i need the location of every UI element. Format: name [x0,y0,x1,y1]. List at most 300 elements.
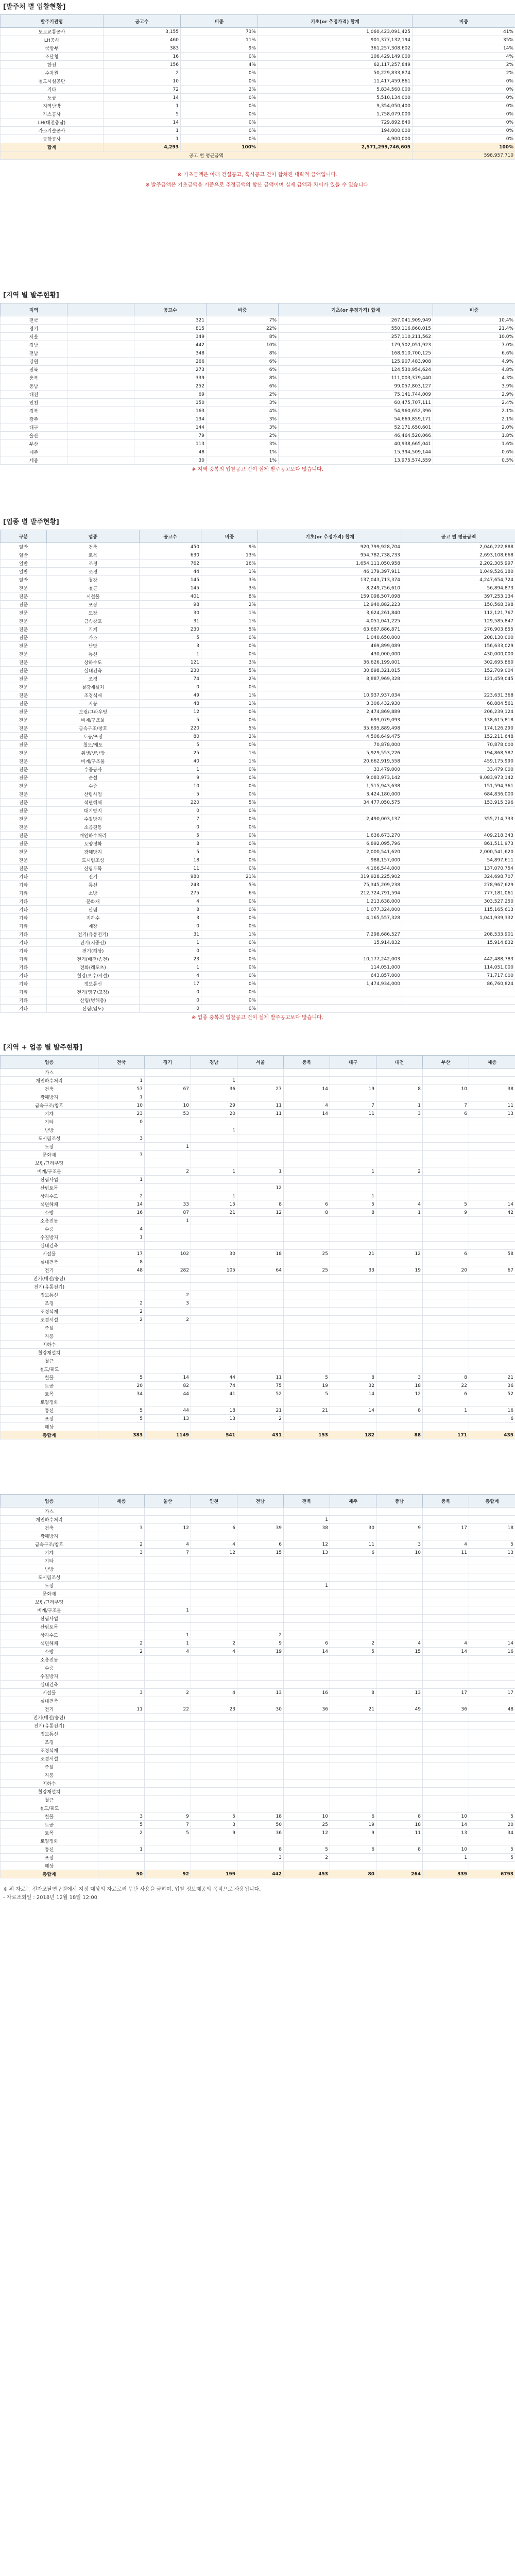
table-cell: 8 [423,1374,469,1382]
table-cell: 12 [284,1540,330,1549]
table-cell [423,1631,469,1639]
table-cell: 10 [140,782,201,790]
table-cell: 3 [376,1374,423,1382]
table-cell: 소방 [1,1648,98,1656]
table-cell: 2.0% [433,423,515,432]
table-row [1,1143,515,1151]
table-cell [284,1069,330,1077]
table-cell [98,1324,145,1332]
table-cell [284,1299,330,1308]
table-cell: 16 [469,1648,515,1656]
table-cell [330,1606,376,1615]
table-cell [469,1862,515,1870]
table-cell [330,1159,376,1167]
table-cell: 430,000,000 [402,650,515,658]
table-cell: 기타 [1,955,47,963]
table-cell [469,1275,515,1283]
table-cell: 40 [140,757,201,766]
table-row [1,69,515,77]
table-cell [330,1722,376,1730]
table-cell: 소음진동 [1,1656,98,1664]
table-cell: 815 [134,325,207,333]
table-row [1,1341,515,1349]
table-cell [145,1365,191,1374]
column-header: 세종 [469,1056,515,1069]
table-cell [237,1176,284,1184]
table-cell: 4% [181,61,258,69]
table-cell: 223,631,368 [402,691,515,700]
table-cell [376,1771,423,1780]
table-cell [330,1837,376,1845]
table-cell [191,1316,237,1324]
table-cell [402,922,515,930]
table-cell [423,1316,469,1324]
table-cell: 전문 [1,774,47,782]
table-cell: 개인하수처리 [1,1077,98,1085]
table-cell: 319,928,225,902 [258,873,402,881]
table-cell: 토양정화 [1,1837,98,1845]
table-cell: 430,000,000 [258,650,402,658]
table-cell [237,1118,284,1126]
table-cell: 179,502,051,923 [279,341,433,349]
column-header: 울산 [145,1495,191,1507]
table-cell: 전기 [47,873,140,881]
table-cell [423,1258,469,1266]
table-cell: 0% [201,782,258,790]
table-cell [98,1573,145,1582]
table-cell: 980 [140,873,201,881]
table-cell: 6% [201,889,258,897]
table-row [1,1266,515,1275]
table-cell: 1 [191,1192,237,1200]
table-cell [469,1242,515,1250]
table-cell [191,1714,237,1722]
table-cell: 지붕 [1,1332,98,1341]
table-cell: 문화재 [47,897,140,906]
table-cell: 충북 [1,374,67,382]
table-cell: 4,293 [104,143,181,151]
table-cell [191,1134,237,1143]
table-cell [98,1291,145,1299]
table-cell [376,1143,423,1151]
table-cell: 4 [423,1639,469,1648]
table-cell: 16% [201,560,258,568]
table-cell [191,1225,237,1233]
table-cell [145,1184,191,1192]
table-cell: 도시림조성 [47,856,140,865]
table-cell: 152,211,648 [402,733,515,741]
table-cell [284,1722,330,1730]
table-cell: 기타 [1,1005,47,1013]
table-cell: 10 [98,1101,145,1110]
table-cell: 전문 [1,799,47,807]
table-cell: 기타 [1,906,47,914]
table-row [1,1110,515,1118]
table-cell: 3% [201,576,258,584]
table-row [1,1763,515,1771]
table-cell [145,1308,191,1316]
table-cell [98,1357,145,1365]
table-cell [284,1747,330,1755]
table-row [1,1093,515,1101]
table-cell [191,1184,237,1192]
table-cell: 20 [191,1110,237,1118]
table-cell: 5 [140,848,201,856]
table-cell: 1 [423,1406,469,1415]
table-cell [330,1332,376,1341]
table-cell [237,1159,284,1167]
table-cell: 전문 [1,691,47,700]
table-cell [98,1796,145,1804]
table-cell: 8 [376,1812,423,1821]
table-cell [423,1837,469,1845]
table-cell: 18 [191,1406,237,1415]
table-cell: 630 [140,551,201,560]
table-cell: 92 [145,1870,191,1878]
table-cell [376,1233,423,1242]
table-cell: 42 [469,1209,515,1217]
table-cell [423,1582,469,1590]
column-header: 업종 [1,1056,98,1069]
table-cell [330,1069,376,1077]
table-cell [237,1606,284,1615]
column-header: 지역 [1,303,67,316]
table-cell: 석면해체 [1,1639,98,1648]
table-cell [284,1291,330,1299]
table-cell [469,1126,515,1134]
table-cell: 3 [376,1540,423,1549]
table-cell: 5 [145,1829,191,1837]
table-cell: 해상 [1,1862,98,1870]
table-cell [423,1398,469,1406]
table-cell [98,1738,145,1747]
table-cell [237,1672,284,1681]
table-cell [145,1134,191,1143]
table-cell: 1,636,673,270 [258,832,402,840]
table-cell: 0% [201,807,258,815]
table-cell [469,1159,515,1167]
table-cell: 3,306,432,930 [258,700,402,708]
table-cell: 57 [98,1085,145,1093]
table-cell [284,1415,330,1423]
table-cell [330,1299,376,1308]
table-cell: 7 [145,1821,191,1829]
table-cell: 80 [140,733,201,741]
table-cell: 13% [201,551,258,560]
table-cell: 건축 [1,1524,98,1532]
table-cell: 서울 [1,333,67,341]
table-row [1,881,515,889]
table-cell: 토목 [1,1829,98,1837]
table-cell: 30 [237,1705,284,1714]
table-cell: 36 [284,1705,330,1714]
table-cell [469,1225,515,1233]
table-cell [469,1615,515,1623]
table-cell: 1 [284,1582,330,1590]
column-header: 비중 [413,15,515,28]
table-row [1,1085,515,1093]
table-cell: 7 [423,1101,469,1110]
table-cell: 2% [201,733,258,741]
table-cell [284,1730,330,1738]
table-cell [191,1664,237,1672]
table-cell: 383 [98,1431,145,1439]
table-cell: 10% [207,341,279,349]
table-cell [237,1398,284,1406]
table-cell: 2.1% [433,407,515,415]
table-cell: 0% [201,988,258,996]
table-cell: 54,960,652,396 [279,407,433,415]
table-cell: 통신 [47,881,140,889]
average-value: 598,957,710 [413,151,515,160]
table-cell: 준설 [47,774,140,782]
table-cell: 14 [145,1374,191,1382]
table-cell: 2 [98,1639,145,1648]
table-cell: 0% [201,947,258,955]
table-cell: 0% [201,683,258,691]
table-cell [145,1242,191,1250]
table-cell [284,1423,330,1431]
table-cell [145,1126,191,1134]
table-cell: 산림토목 [1,1184,98,1192]
table-cell [191,1332,237,1341]
table-cell [145,1845,191,1854]
table-cell: 1 [98,1077,145,1085]
table-cell [237,1615,284,1623]
table-cell [237,1722,284,1730]
table-cell: 문화재 [1,1590,98,1598]
table-cell: 0% [201,832,258,840]
table-cell [330,1804,376,1812]
table-cell: 220 [140,724,201,733]
table-cell: 17 [98,1250,145,1258]
table-cell: 14 [469,1639,515,1648]
table-cell [191,1631,237,1639]
table-cell [145,1423,191,1431]
table-cell [284,1217,330,1225]
table-cell [469,1291,515,1299]
table-cell: 실내건축 [1,1681,98,1689]
table-cell: 9 [423,1209,469,1217]
table-cell [98,1656,145,1664]
table-cell [284,1780,330,1788]
table-row [1,1200,515,1209]
table-cell: 31 [140,617,201,625]
table-cell [376,1738,423,1747]
table-row [1,1005,515,1013]
average-row [1,151,515,160]
table-cell: 86,760,824 [402,980,515,988]
table-cell: 14 [330,1390,376,1398]
table-cell: 124,530,954,624 [279,366,433,374]
table-cell [145,1730,191,1738]
table-cell: 전문 [1,683,47,691]
table-row [1,1854,515,1862]
table-cell [258,1005,402,1013]
table-cell: 18 [376,1821,423,1829]
table-cell [191,1349,237,1357]
table-row [1,865,515,873]
table-cell: 2 [98,1299,145,1308]
table-cell [237,1565,284,1573]
table-cell [469,1332,515,1341]
table-cell: 2,000,541,620 [402,848,515,856]
table-cell: 7 [140,815,201,823]
table-cell [423,1573,469,1582]
table-cell: 777,181,061 [402,889,515,897]
table-cell: 석면해체 [1,1200,98,1209]
table-row [1,440,515,448]
table-cell: 5 [104,110,181,118]
table-cell: 4.8% [433,366,515,374]
table-cell: 1% [201,757,258,766]
table-cell [284,1134,330,1143]
table-cell: 14 [469,1200,515,1209]
table-cell: 0% [201,815,258,823]
table-cell [284,1532,330,1540]
table-cell [284,1796,330,1804]
table-cell: 전문 [1,634,47,642]
table-cell [191,1582,237,1590]
table-cell: 기타 [1,988,47,996]
table-cell [330,1176,376,1184]
table-cell: 17 [423,1524,469,1532]
table-cell [376,1714,423,1722]
table-cell: 14% [413,44,515,53]
table-cell: 16 [104,53,181,61]
table-cell [469,1299,515,1308]
table-cell [330,1631,376,1639]
table-cell [284,1126,330,1134]
table-cell: 7 [98,1151,145,1159]
table-cell: 1.6% [433,440,515,448]
table-cell: 0% [201,996,258,1005]
table-cell: 실내건축 [1,1258,98,1266]
table-cell: 8 [376,1085,423,1093]
table-cell [423,1291,469,1299]
table-cell: 9% [201,543,258,551]
table-cell [423,1159,469,1167]
table-cell [376,1672,423,1681]
table-row [1,1167,515,1176]
table-cell: 석면해체 [47,799,140,807]
table-cell: 전문 [1,609,47,617]
table-cell [423,1623,469,1631]
table-cell [284,1077,330,1085]
table-cell: 5 [423,1200,469,1209]
table-cell: 수자원 [1,69,104,77]
table-cell: 70,878,000 [258,741,402,749]
table-cell: 48 [98,1266,145,1275]
table-cell [469,1357,515,1365]
table-cell [376,1590,423,1598]
table-cell: 541 [191,1431,237,1439]
table-row [1,1225,515,1233]
table-cell [145,1788,191,1796]
table-cell: 13 [237,1689,284,1697]
table-cell [284,1763,330,1771]
table-cell: 1 [104,135,181,143]
table-cell: 729,892,840 [258,118,413,127]
table-cell: 156,633,029 [402,642,515,650]
table-cell: 1,654,111,050,958 [258,560,402,568]
table-cell: 182 [330,1431,376,1439]
table-cell [469,1398,515,1406]
table-cell: 0% [201,840,258,848]
table-cell: 산림토목 [1,1623,98,1631]
table-row [1,856,515,865]
table-cell: 조경식재 [1,1308,98,1316]
table-cell [402,683,515,691]
table-cell [191,1283,237,1291]
table-cell [145,1854,191,1862]
table-cell [237,1573,284,1582]
table-cell [330,1780,376,1788]
table-cell [237,1299,284,1308]
table-cell [402,988,515,996]
table-row [1,135,515,143]
table-cell [376,1516,423,1524]
table-cell [469,1796,515,1804]
table-cell: 0% [201,865,258,873]
table-cell [469,1283,515,1291]
table-cell [98,1532,145,1540]
table-cell: 5,929,553,226 [258,749,402,757]
table-row [1,127,515,135]
table-cell: 339 [134,374,207,382]
table-cell [330,1423,376,1431]
table-row [1,102,515,110]
table-row [1,1540,515,1549]
table-cell: 44 [191,1374,237,1382]
table-cell [469,1714,515,1722]
table-cell: 30 [330,1524,376,1532]
table-cell: 6% [207,358,279,366]
table-row [1,1516,515,1524]
table-cell: 2 [237,1415,284,1423]
table-cell [376,1365,423,1374]
table-row [1,543,515,551]
table-cell: 조경식재 [1,1747,98,1755]
table-cell [423,1557,469,1565]
table-cell: 전문 [1,658,47,667]
table-cell: 100% [413,143,515,151]
table-cell: 194,000,000 [258,127,413,135]
column-header: 업종 [1,1495,98,1507]
table-cell: 48 [140,700,201,708]
table-cell [376,1837,423,1845]
table-cell [98,1804,145,1812]
table-cell: 전문 [1,675,47,683]
table-cell [284,1771,330,1780]
table-cell: 33 [145,1200,191,1209]
table-cell [376,1357,423,1365]
table-cell [191,1763,237,1771]
table-cell: 조경 [47,675,140,683]
table-cell: 8 [237,1845,284,1854]
table-cell [469,1738,515,1747]
table-cell: 80 [330,1870,376,1878]
table-cell: 4 [140,972,201,980]
table-row [1,700,515,708]
table-cell: 321 [134,316,207,325]
table-row [1,1714,515,1722]
table-row [1,658,515,667]
table-cell: 13 [376,1689,423,1697]
table-cell: 8 [330,1689,376,1697]
table-cell: 5 [284,1374,330,1382]
table-cell [469,1755,515,1763]
